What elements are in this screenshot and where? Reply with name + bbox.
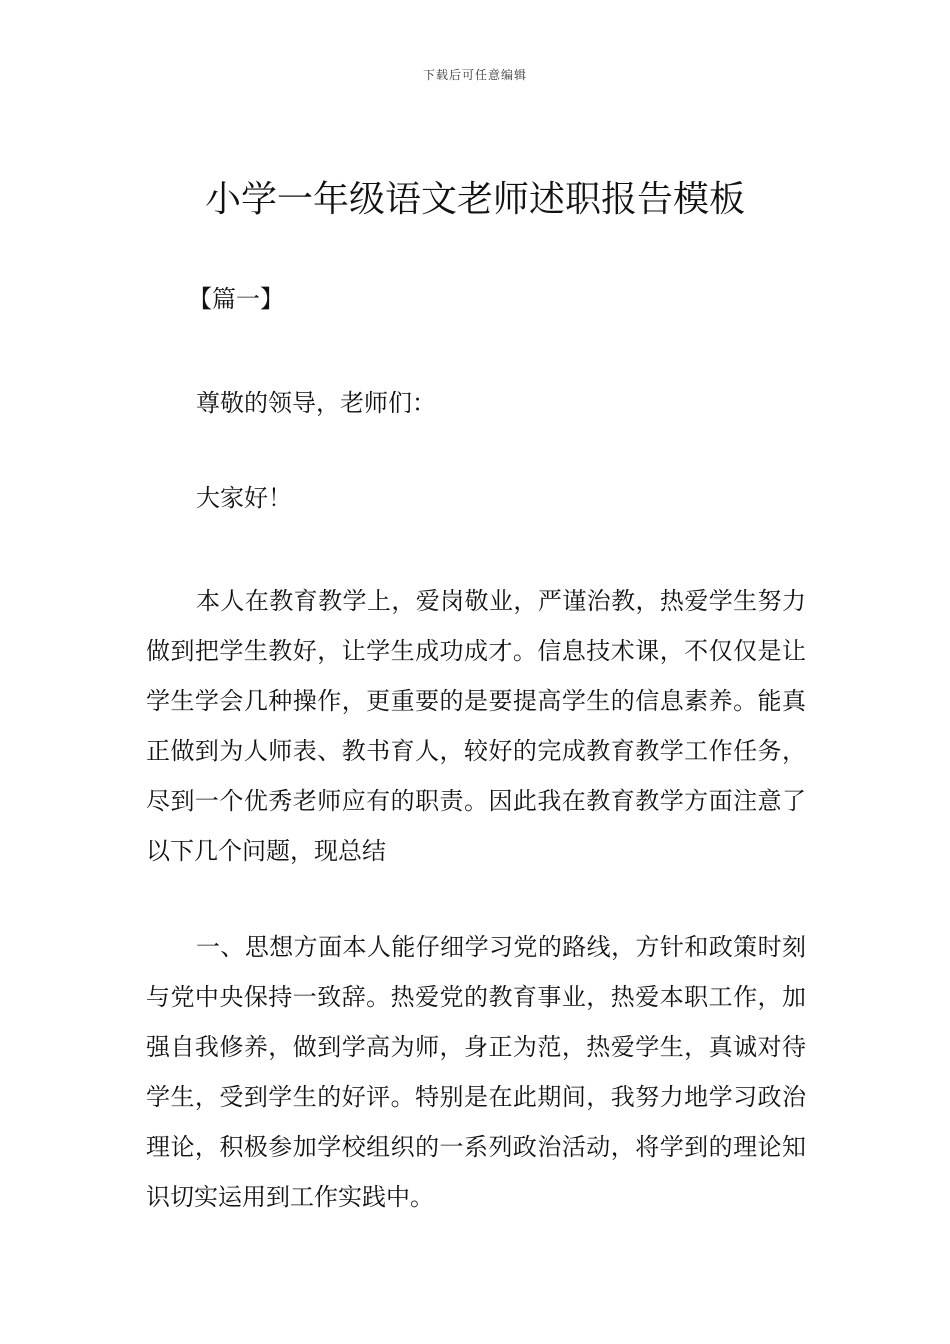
salutation: 尊敬的领导，老师们： bbox=[196, 389, 436, 417]
header-note: 下载后可任意编辑 bbox=[422, 68, 527, 82]
body-paragraph: 本人在教育教学上，爱岗敬业，严谨治教，热爱学生努力做到把学生教好，让学生成功成才。信息技术课，不仅仅是让学生学会几种操作，更重要的是要提高学生的信息素养。能真正做到为人师表、教书育人，较好的完成教育教学工作任务，尽到一个优秀老师应有的职责。因此我在教育教学方面注意了以下几个问题，现总结 bbox=[146, 587, 806, 865]
body-paragraph: 一、思想方面本人能仔细学习党的路线，方针和政策时刻与党中央保持一致辞。热爱党的教育事业，热爱本职工作，加强自我修养，做到学高为师，身正为范，热爱学生，真诚对待学生，受到学生的好评。特别是在此期间，我努力地学习政治理论，积极参加学校组织的一系列政治活动，将学到的理论知识切实运用到工作实践中。 bbox=[146, 933, 806, 1211]
greeting: 大家好！ bbox=[196, 484, 292, 512]
section-label: 【篇一】 bbox=[188, 285, 284, 313]
document-title: 小学一年级语文老师述职报告模板 bbox=[204, 179, 745, 220]
